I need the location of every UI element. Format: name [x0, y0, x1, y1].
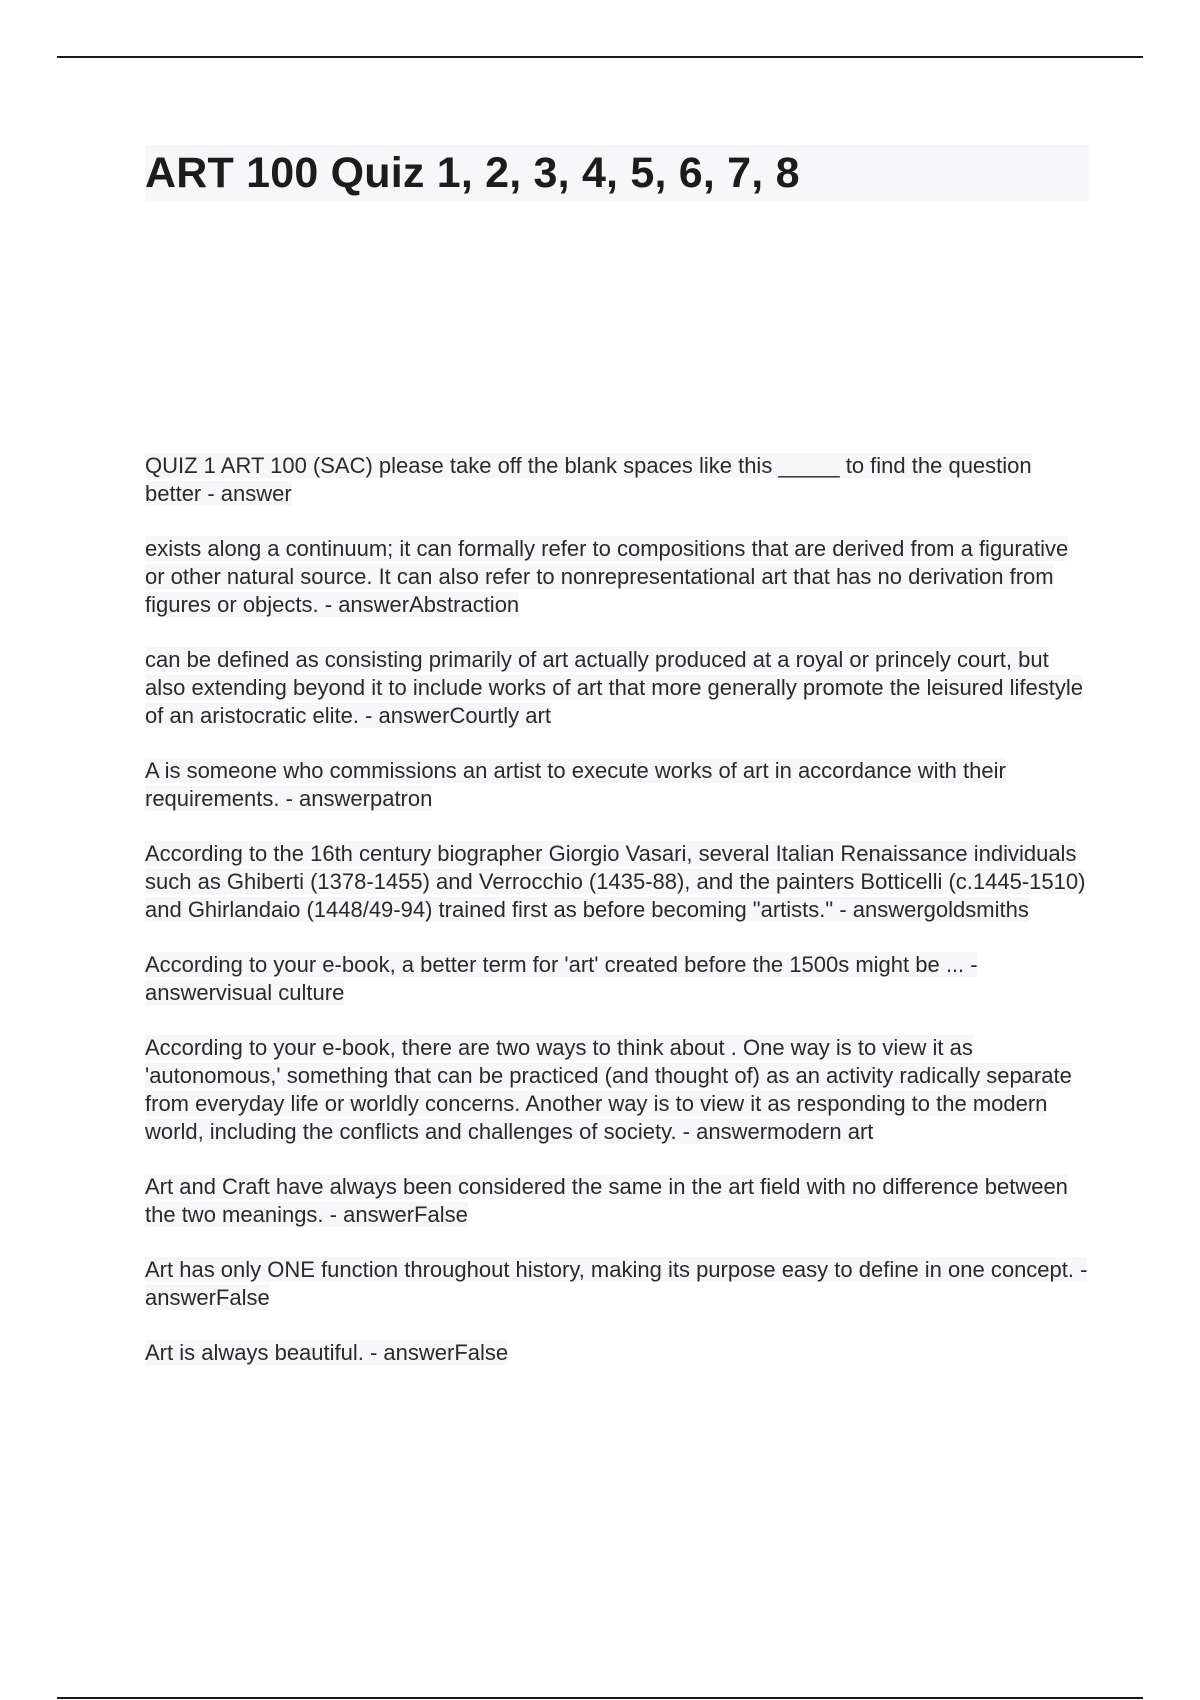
- quiz-entry: [145, 646, 1090, 730]
- entry-text: can be defined as consisting primarily of art actually produced at a royal or princely court, but also extending beyond it to include works of art that more generally promote the leisured lifestyle of an aristocratic elite. - answerCourtly art: [145, 647, 1083, 728]
- quiz-entry: [145, 1034, 1090, 1146]
- quiz-entry: [145, 951, 1090, 1007]
- entry-text: A is someone who commissions an artist to execute works of art in accordance with their requirements. - answerpatron: [145, 758, 1006, 811]
- entry-text: QUIZ 1 ART 100 (SAC) please take off the blank spaces like this _____ to find the question better - answer: [145, 453, 1032, 506]
- entry-text: Art has only ONE function throughout history, making its purpose easy to define in one concept. - answerFalse: [145, 1257, 1088, 1310]
- quiz-entry: [145, 840, 1090, 924]
- entry-text: According to your e-book, a better term for 'art' created before the 1500s might be ... - answervisual culture: [145, 952, 978, 1005]
- entry-text: Art is always beautiful. - answerFalse: [145, 1340, 509, 1365]
- bottom-rule: [57, 1697, 1143, 1699]
- quiz-entry: [145, 757, 1090, 813]
- top-rule: [57, 56, 1143, 58]
- entry-text: exists along a continuum; it can formally refer to compositions that are derived from a figurative or other natural source. It can also refer to nonrepresentational art that has no derivation from figures or objects. - answerAbstraction: [145, 536, 1069, 617]
- quiz-content: [145, 452, 1090, 1394]
- quiz-entry: [145, 535, 1090, 619]
- entry-text: Art and Craft have always been considered the same in the art field with no difference between the two meanings. - answerFalse: [145, 1174, 1068, 1227]
- quiz-entry: [145, 1339, 1090, 1367]
- quiz-entry: [145, 1256, 1090, 1312]
- quiz-entry: [145, 452, 1090, 508]
- quiz-entry: [145, 1173, 1090, 1229]
- entry-text: According to the 16th century biographer Giorgio Vasari, several Italian Renaissance individuals such as Ghiberti (1378-1455) and Verrocchio (1435-88), and the painters Botticelli (c.1445-1510) and Ghirlandaio (1448/49-94) trained first as before becoming "artists." - answergoldsmiths: [145, 841, 1086, 922]
- page-title: ART 100 Quiz 1, 2, 3, 4, 5, 6, 7, 8: [145, 145, 1089, 202]
- entry-text: According to your e-book, there are two ways to think about . One way is to view it as 'autonomous,' something that can be practiced (and thought of) as an activity radically separate from everyday life or worldly concerns. Another way is to view it as responding to the modern world, including the conflicts and challenges of society. - answermodern art: [145, 1035, 1072, 1144]
